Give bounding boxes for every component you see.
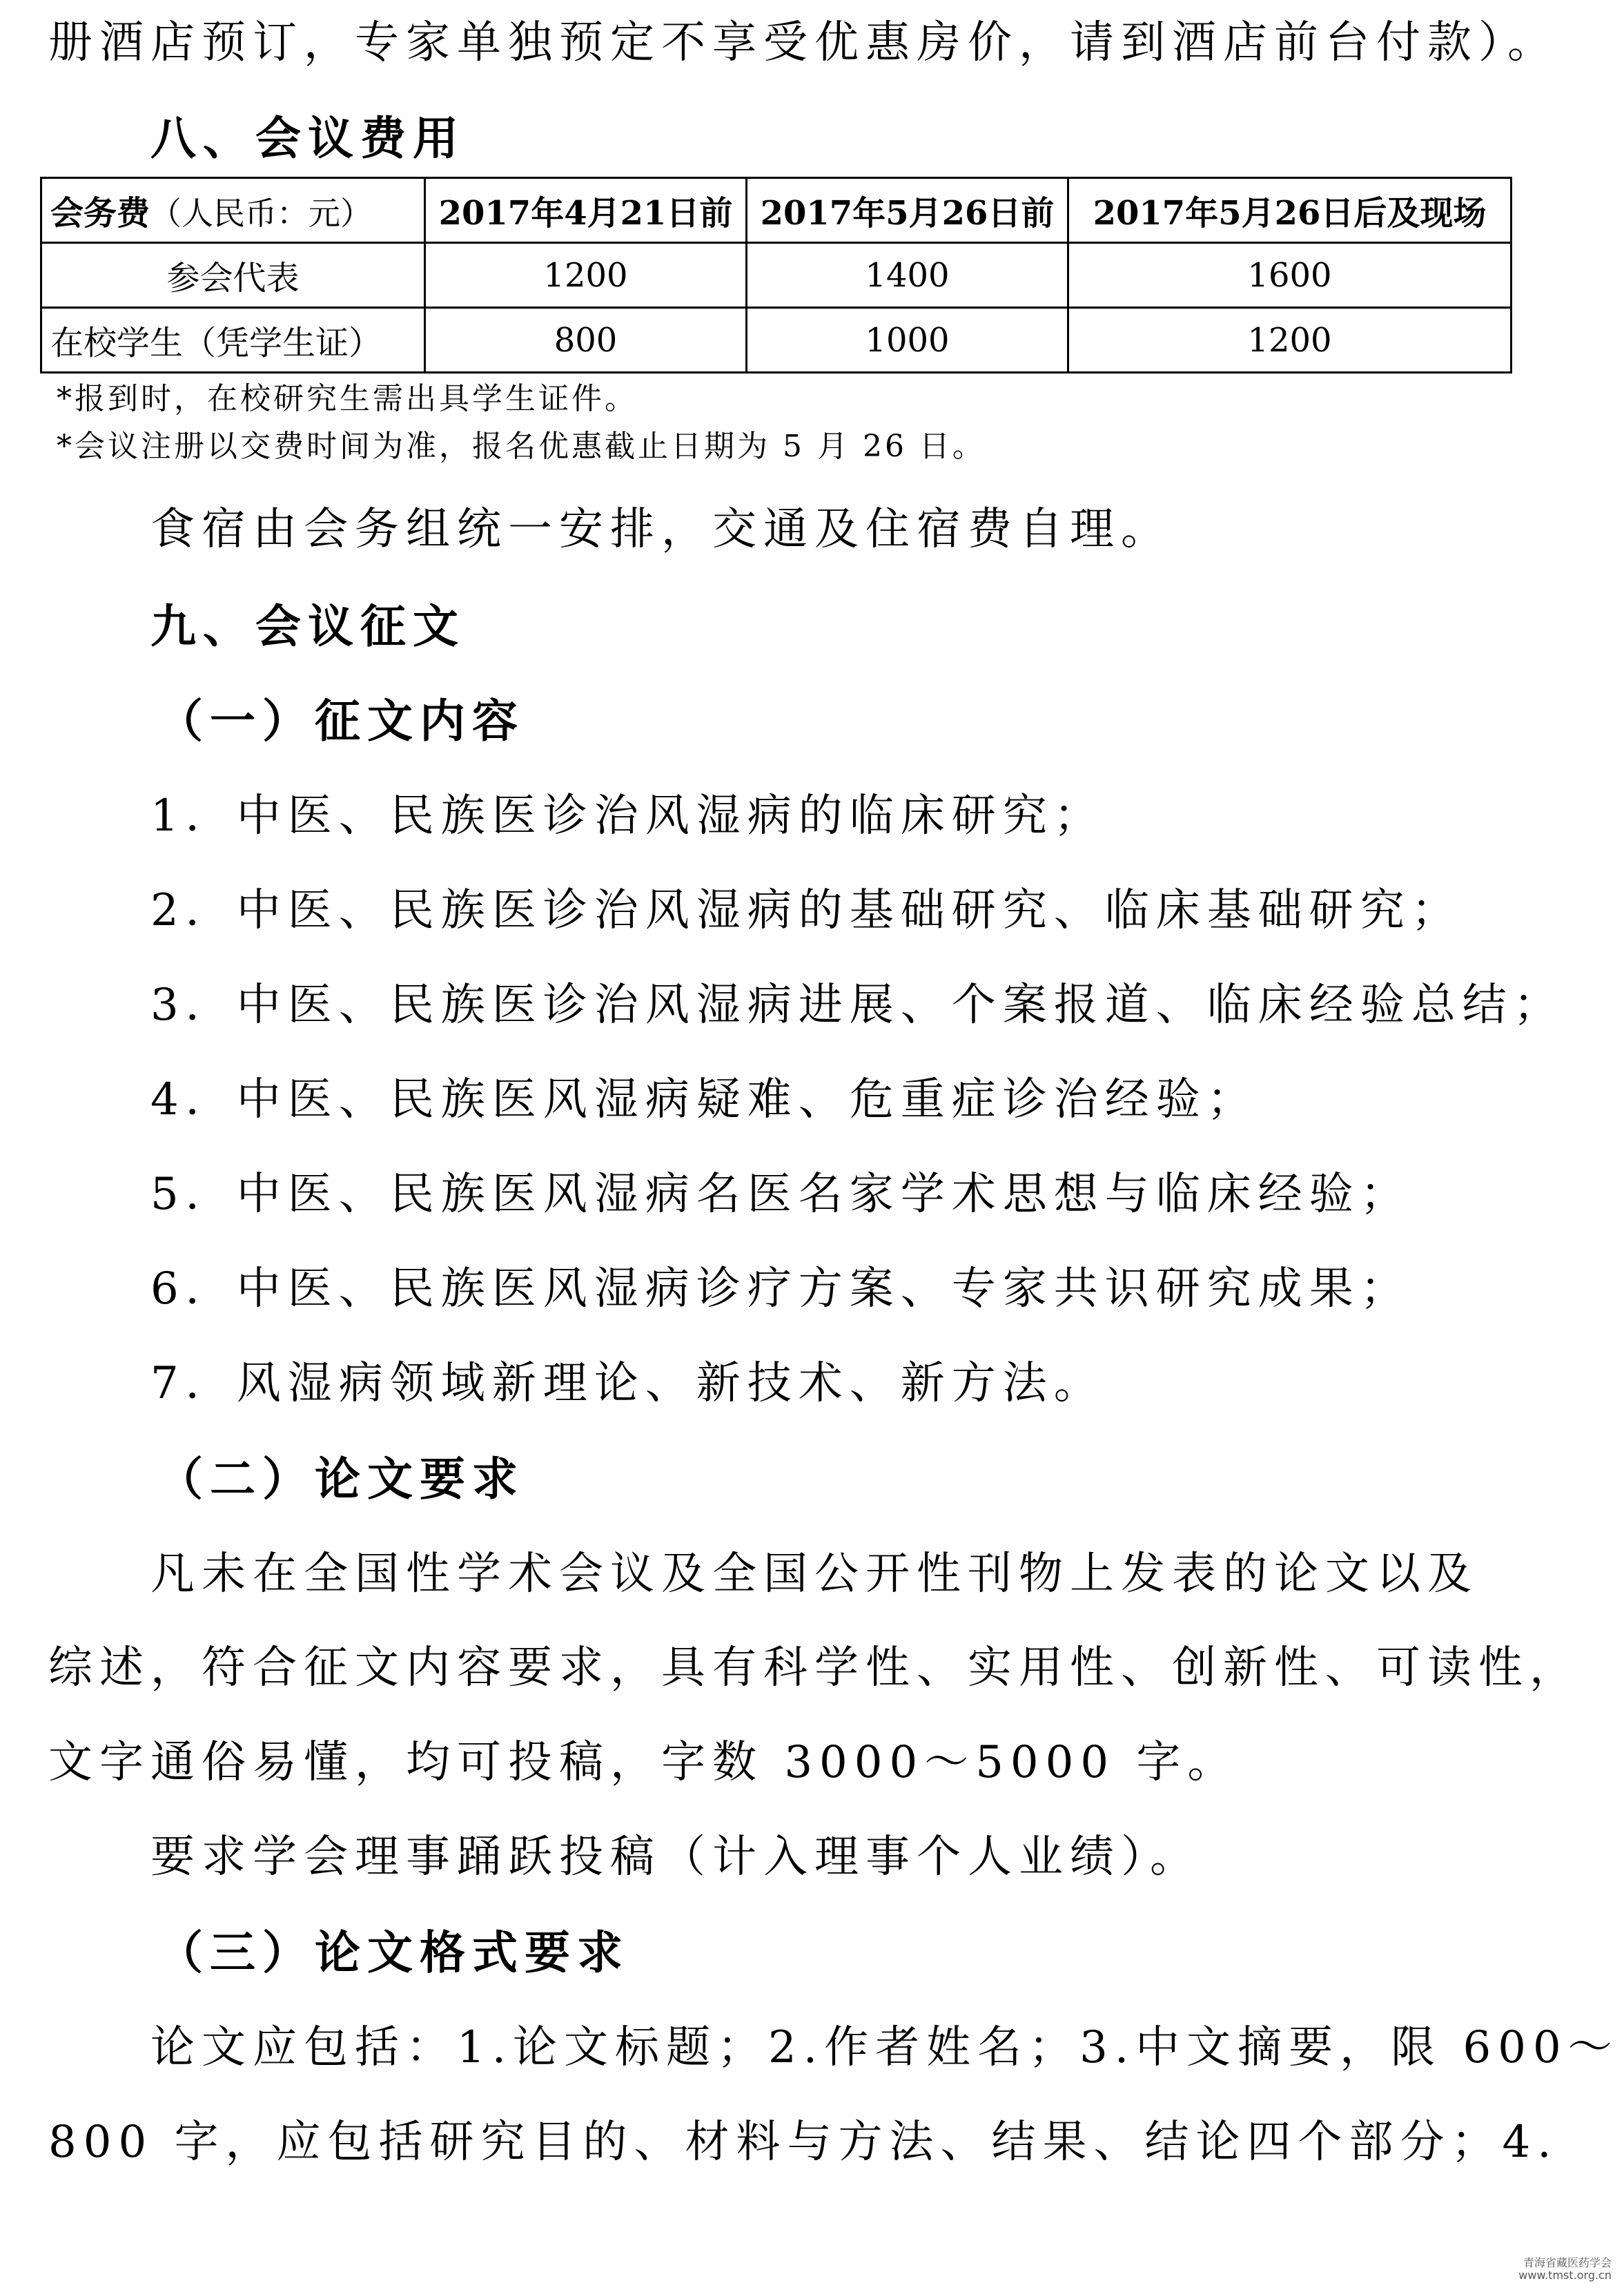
fee-cell: 1600 [1068, 243, 1512, 308]
fee-table-header-col2: 2017年5月26日前 [747, 178, 1068, 243]
section-9-heading: 九、会议征文 [150, 600, 465, 653]
watermark-url: www.tmst.org.cn [1518, 2269, 1612, 2282]
section-8-heading: 八、会议费用 [150, 112, 465, 165]
fee-note: *会议注册以交费时间为准，报名优惠截止日期为 5 月 26 日。 [57, 429, 986, 464]
lodging-paragraph: 食宿由会务组统一安排，交通及住宿费自理。 [150, 504, 1172, 555]
fee-label-main: 会务费 [50, 194, 150, 233]
format-line: 论文应包括：1.论文标题；2.作者姓名；3.中文摘要，限 600～ [150, 2022, 1619, 2073]
fee-table-row [41, 243, 1512, 308]
fee-table-header-label [41, 178, 425, 243]
fee-table-header-col3: 2017年5月26日后及现场 [1068, 178, 1512, 243]
topic-item: 3．中医、民族医诊治风湿病进展、个案报道、临床经验总结； [150, 980, 1565, 1031]
topic-item: 1．中医、民族医诊治风湿病的临床研究； [150, 790, 1105, 842]
requirement-extra: 要求学会理事踊跃投稿（计入理事个人业绩）。 [150, 1832, 1201, 1883]
site-watermark [1518, 2257, 1612, 2282]
fee-label-unit: （人民币：元） [150, 195, 373, 232]
requirement-line: 综述，符合征文内容要求，具有科学性、实用性、创新性、可读性， [48, 1642, 1581, 1694]
continuation-line: 册酒店预订，专家单独预定不享受优惠房价，请到酒店前台付款）。 [48, 17, 1558, 68]
fee-row-label: 参会代表 [41, 243, 425, 308]
fee-table-row [41, 308, 1512, 373]
fee-cell: 1000 [747, 308, 1068, 373]
fee-note: *报到时，在校研究生需出具学生证件。 [57, 381, 638, 416]
subsection-1-heading: （一）征文内容 [157, 695, 525, 748]
fee-table-header-row [41, 178, 1512, 243]
topic-item: 2．中医、民族医诊治风湿病的基础研究、临床基础研究； [150, 885, 1462, 936]
requirement-line: 文字通俗易懂，均可投稿，字数 3000～5000 字。 [48, 1737, 1239, 1788]
subsection-3-heading: （三）论文格式要求 [157, 1926, 629, 1979]
topic-item: 4．中医、民族医风湿病疑难、危重症诊治经验； [150, 1074, 1258, 1125]
watermark-name: 青海省藏医药学会 [1523, 2256, 1612, 2269]
fee-table [40, 177, 1512, 373]
format-line: 800 字，应包括研究目的、材料与方法、结果、结论四个部分；4. [48, 2117, 1558, 2168]
requirement-line: 凡未在全国性学术会议及全国公开性刊物上发表的论文以及 [150, 1549, 1478, 1600]
subsection-2-heading: （二）论文要求 [157, 1453, 525, 1506]
fee-cell: 1400 [747, 243, 1068, 308]
topic-item: 5．中医、民族医风湿病名医名家学术思想与临床经验； [150, 1169, 1411, 1220]
fee-cell: 1200 [1068, 308, 1512, 373]
fee-table-header-col1: 2017年4月21日前 [425, 178, 747, 243]
fee-cell: 1200 [425, 243, 747, 308]
fee-row-label: 在校学生（凭学生证） [41, 308, 425, 373]
fee-cell: 800 [425, 308, 747, 373]
topic-item: 6．中医、民族医风湿病诊疗方案、专家共识研究成果； [150, 1263, 1411, 1314]
topic-item: 7．风湿病领域新理论、新技术、新方法。 [150, 1358, 1105, 1409]
